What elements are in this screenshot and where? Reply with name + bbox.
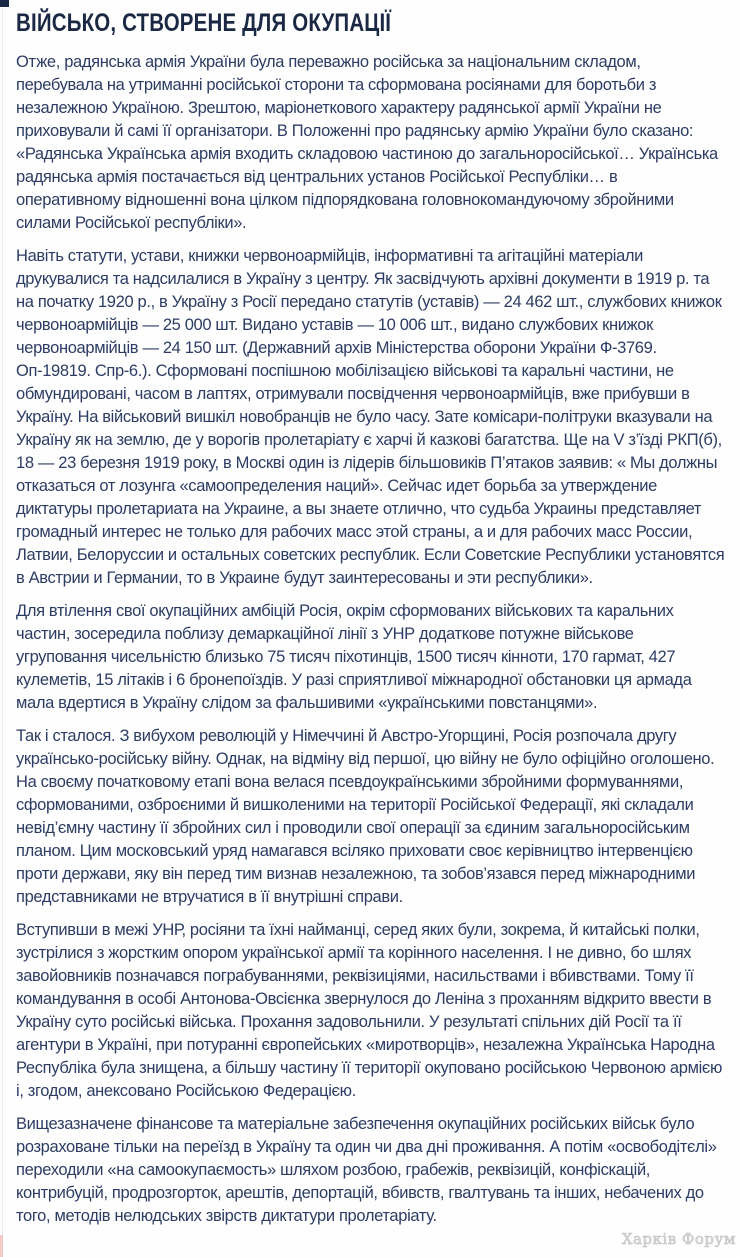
corner-artifact xyxy=(0,0,9,7)
article-title: ВІЙСЬКО, СТВОРЕНЕ ДЛЯ ОКУПАЦІЇ xyxy=(16,9,392,37)
paragraph-6: Вищезазначене фінансове та матеріальне забезпечення окупаційних російських військ було розраховане тільки на переїзд в Україну та один чи два дні проживання. А потім «освободітєлі» переходили «на самоокупаємость» шляхом розбою, грабежів, реквізицій, конфіскацій, контрибуцій, продрозгорток, арештів, депортацій, вбивств, гвалтувань та інших, небачених до того, методів нелюдських звірств диктатури пролетаріату. xyxy=(16,1115,717,1225)
bottom-left-artifact xyxy=(0,1235,3,1257)
paragraph-3: Для втілення свої окупаційних амбіцій Росія, окрім сформованих військових та каральних частин, зосередила поблизу демаркаційної лінії з УНР додаткове потужне військове угруповання чисельністю близько 75 тисяч піхотинців, 1500 тисяч кінноти, 170 гармат, 427 кулеметів, 15 літаків і 6 бронепоїздів. У разі сприятливої міжнародної обстановки ця армада мала вдертися в Україну слідом за фальшивими «українськими повстанцями». xyxy=(16,602,692,712)
paragraph-1: Отже, радянська армія України була переважно російська за національним складом, перебувала на утриманні російської сторони та сформована росіянами для боротьби з незалежною Україною. Зрештою, маріонеткового характеру радянської армії України не приховували й самі її організатори. В Положенні про радянську армію України було сказано: «Радянська Українська армія входить складовою частиною до загальноросійської… Українська радянська армія постачається від центральних установ Російської Республіки… в оперативному відношенні вона цілком підпорядкована головнокомандуючому збройними силами Російської республіки». xyxy=(16,53,718,232)
paragraph-4: Так і сталося. З вибухом революцій у Німеччині й Австро-Угорщині, Росія розпочала другу українсько-російську війну. Однак, на відміну від першої, цю війну не було офіційно оголошено. На своєму початковому етапі вона велася псевдоукраїнськими збройними формуваннями, сформованими, озброєними й вишколеними на території Російської Федерації, які складали невід’ємну частину її збройних сил і проводили свої операції за єдиним загальноросійським планом. Цим московський уряд намагався всіляко приховати своє керівництво інтервенцією проти держави, яку він перед тим визнав незалежною, та зобов’язався перед міжнародними представниками не втручатися в її внутрішні справи. xyxy=(16,727,715,906)
paragraph-2: Навіть статути, устави, книжки червоноармійців, інформативні та агітаційні матеріали друкувалися та надсилалися в Україну з центру. Як засвідчують архівні документи в 1919 р. та на початку 1920 р., в Україну з Росії передано статутів (уставів) — 24 462 шт., службових книжок червоноармійців — 25 000 шт. Видано уставів — 10 006 шт., видано службових книжок червоноармійців — 24 150 шт. (Державний архів Міністерства оборони України Ф-3769. Оп-19819. Спр-6.). Сформовані поспішною мобілізацією військові та каральні частини, не обмундировані, часом в лаптях, отримували посвідчення червоноармійців, вже прибувши в Україну. На військовий вишкіл новобранців не було часу. Зате комісари-політруки вказували на Україну як на землю, де у ворогів пролетаріату є харчі й казкові багатства. Ще на V з’їзді РКП(б), 18 — 23 березня 1919 року, в Москві один із лідерів більшовиків П’ятаков заявив: « Мы должны отказаться от лозунга «самоопределения наций». Сейчас идет борьба за утверждение диктатуры пролетариата на Украине, а вы знаете отлично, что судьба Украины представляет громадный интерес не только для рабочих масс этой страны, а и для рабочих масс России, Латвии, Белоруссии и остальных советских республик. Если Советские Республики установятся в Австрии и Германии, то в Украине будут заинтересованы и эти республики». xyxy=(16,247,725,587)
page-edge-line xyxy=(2,8,3,1257)
paragraph-5: Вступивши в межі УНР, росіяни та їхні найманці, серед яких були, зокрема, й китайські полки, зустрілися з жорстким опором української армії та корінного населення. І не дивно, бо шлях завойовників позначався пограбуваннями, реквізиціями, насильствами і вбивствами. Тому її командування в особі Антонова-Овсієнка звернулося до Леніна з проханням відкрито ввести в Україну суто російські війська. Прохання задовольнили. У результаті спільних дій Росії та її агентури в Україні, при потуранні європейських «миротворців», незалежна Українська Народна Республіка була знищена, а більшу частину її території окуповано російською Червоною армією і, згодом, анексовано Російською Федерацією. xyxy=(16,921,722,1100)
watermark: Харків Форум xyxy=(621,1230,736,1248)
